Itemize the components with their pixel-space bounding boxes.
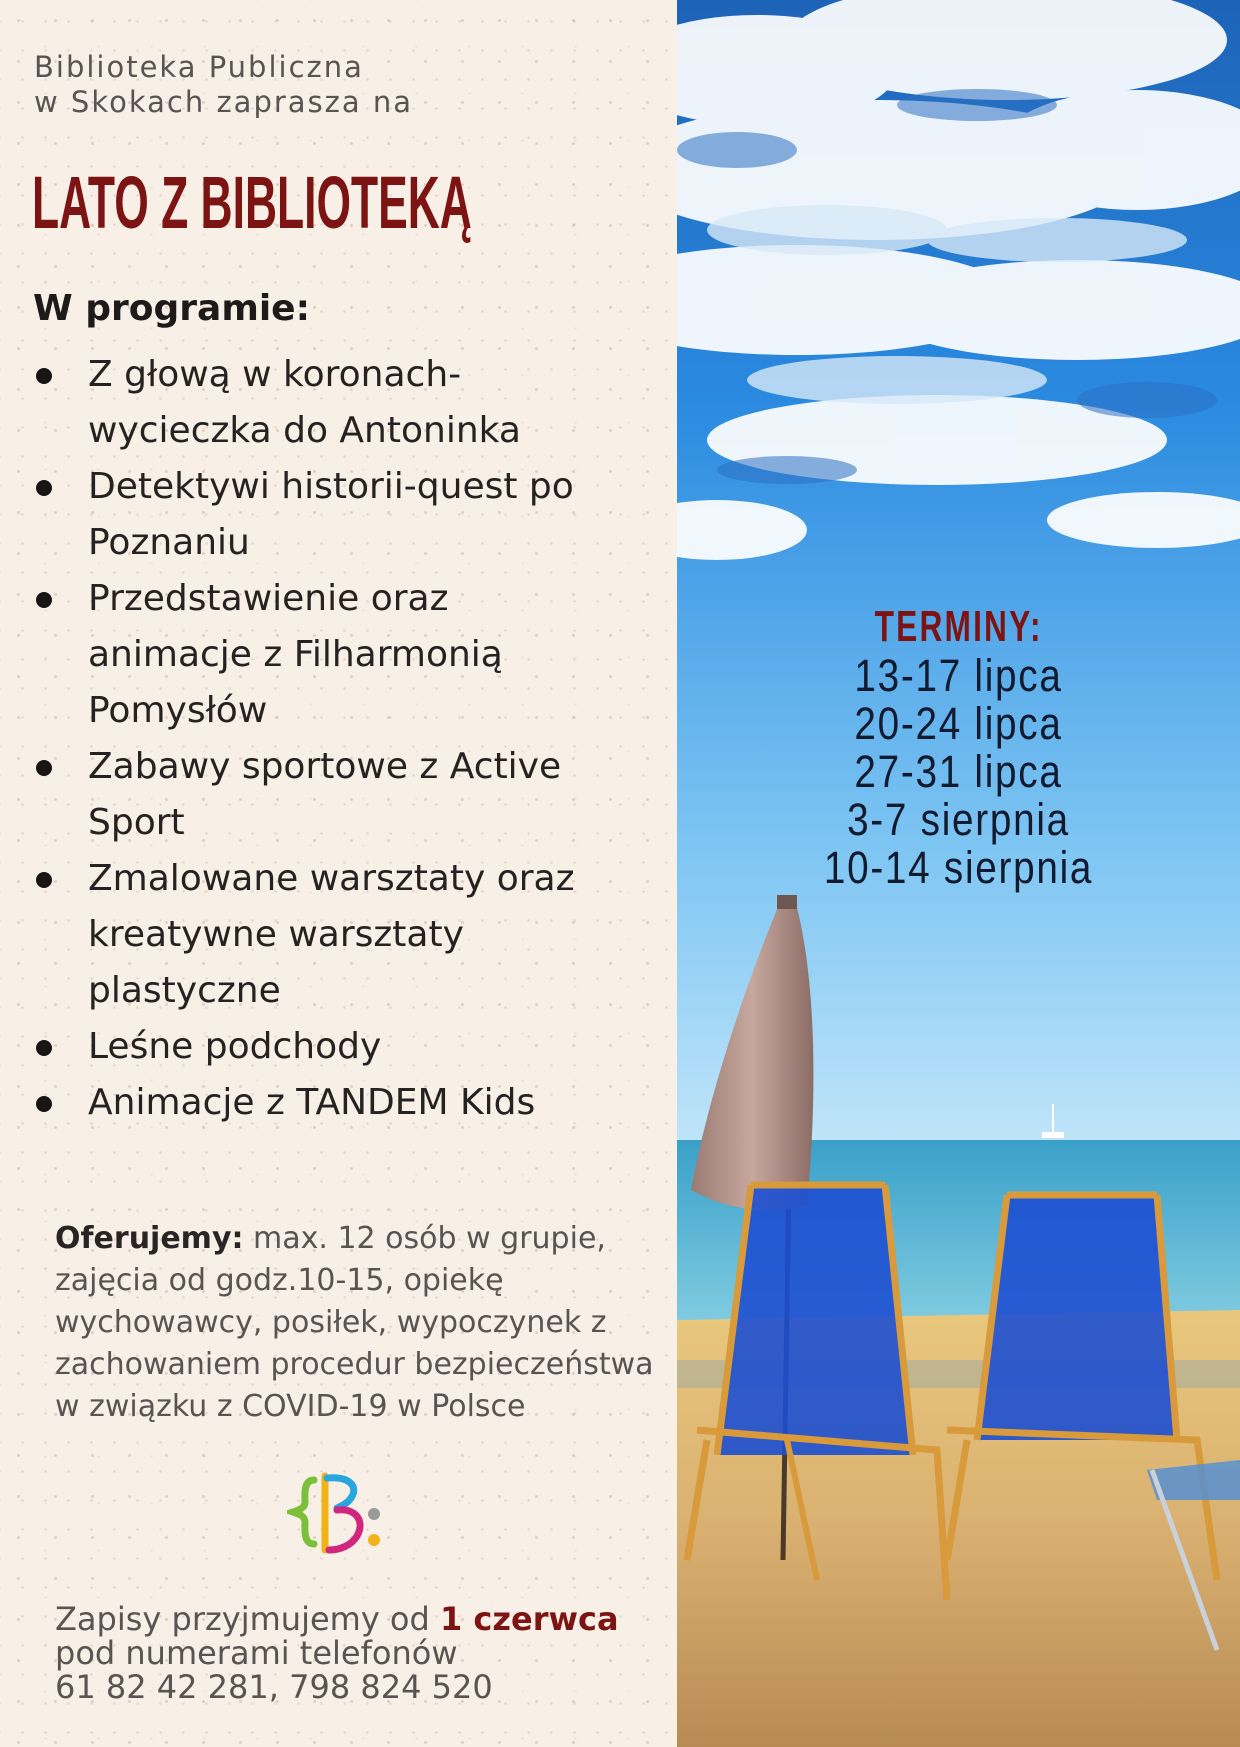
bullet-icon [36,1040,52,1056]
intro-line-1: Biblioteka Publiczna [34,50,364,84]
offer-paragraph [55,1218,655,1428]
program-item-text: Z głową w koronach- wycieczka do Antoninka [88,354,521,451]
program-item-text: Leśne podchody [88,1026,382,1067]
program-list [30,347,670,1131]
program-item [30,1075,670,1131]
bullet-icon [36,592,52,608]
bullet-icon [36,760,52,776]
bullet-icon [36,1096,52,1112]
signup-info [55,1602,675,1704]
intro-line-2: w Skokach zaprasza na [34,85,414,119]
signup-date: 1 czerwca [439,1600,619,1638]
library-logo-icon [287,1466,387,1562]
phone-numbers: 61 82 42 281, 798 824 520 [55,1668,493,1706]
signup-line-2: pod numerami telefonów [55,1634,458,1672]
program-heading: W programie: [33,288,310,329]
program-item [30,571,670,739]
program-item-text: Przedstawienie oraz animacje z Filharmonią Pomysłów [88,578,503,731]
program-item-text: Zmalowane warsztaty oraz kreatywne warsztaty plastyczne [88,858,575,1011]
program-item [30,739,670,851]
program-item [30,459,670,571]
term-date: 3-7 sierpnia [847,794,1070,845]
program-item [30,851,670,1019]
program-item-text: Animacje z TANDEM Kids [88,1082,536,1123]
term-date: 13-17 lipca [854,650,1063,701]
bullet-icon [36,368,52,384]
offer-text: max. 12 osób w grupie, zajęcia od godz.10-15, opiekę wychowawcy, posiłek, wypoczynek z zachowaniem procedur bezpieczeństwa w związku z COVID-19 w Polsce [55,1221,654,1424]
program-item [30,1019,670,1075]
term-date: 20-24 lipca [854,698,1063,749]
intro-text [34,50,413,120]
poster-title: LATO Z BIBLIOTEKĄ [32,161,472,244]
terms-list [677,652,1240,892]
offer-label: Oferujemy: [55,1221,244,1256]
terms-heading: TERMINY: [874,602,1043,651]
program-item-text: Zabawy sportowe z Active Sport [88,746,562,843]
signup-prefix: Zapisy przyjmujemy od [55,1600,440,1638]
signup-line-1 [55,1602,675,1636]
bullet-icon [36,480,52,496]
term-date: 10-14 sierpnia [823,842,1094,893]
program-item [30,347,670,459]
program-item-text: Detektywi historii-quest po Poznaniu [88,466,574,563]
terms-box [677,602,1240,892]
bullet-icon [36,872,52,888]
term-date: 27-31 lipca [854,746,1063,797]
